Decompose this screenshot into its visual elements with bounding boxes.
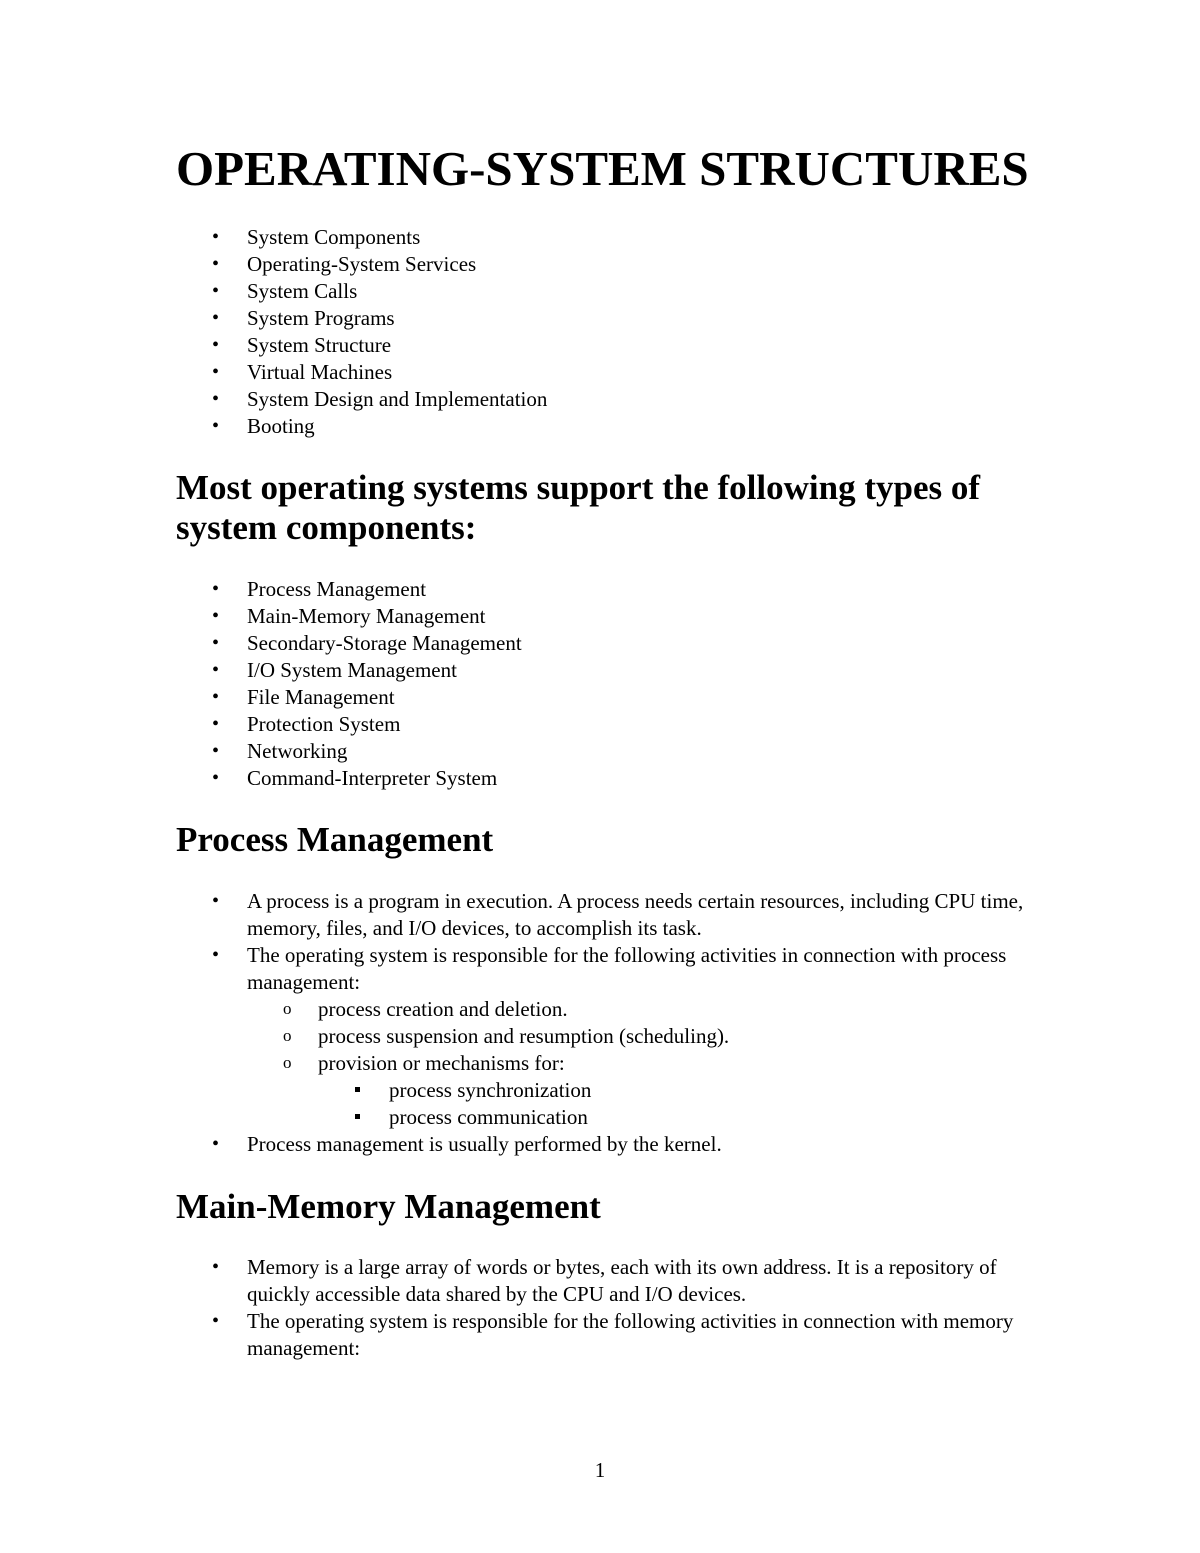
list-item: • Memory is a large array of words or bytes, each with its own address. It is a repository of quickly accessible data shared by the CPU and I/O devices. bbox=[176, 1254, 1036, 1308]
main-memory-heading: Main-Memory Management bbox=[176, 1187, 601, 1226]
list-item: • System Components bbox=[176, 224, 1036, 251]
list-item: • Booting bbox=[176, 413, 1036, 440]
list-item: • System Structure bbox=[176, 332, 1036, 359]
mechanisms-list bbox=[318, 1077, 1036, 1131]
list-item: • System Programs bbox=[176, 305, 1036, 332]
topics-list bbox=[176, 224, 1036, 440]
list-item-text: The operating system is responsible for the following activities in connection with process management: bbox=[247, 943, 1007, 994]
list-item: • Networking bbox=[176, 738, 1036, 765]
list-item: • Process Management bbox=[176, 576, 1036, 603]
list-item: • Command-Interpreter System bbox=[176, 765, 1036, 792]
list-item: • File Management bbox=[176, 684, 1036, 711]
list-item: • Operating-System Services bbox=[176, 251, 1036, 278]
list-item: • System Design and Implementation bbox=[176, 386, 1036, 413]
components-heading: Most operating systems support the following types of system components: bbox=[176, 468, 981, 547]
list-item: • The operating system is responsible for the following activities in connection with memory management: bbox=[176, 1308, 1036, 1362]
list-item: o process suspension and resumption (scheduling). bbox=[247, 1023, 1036, 1050]
list-item: • Main-Memory Management bbox=[176, 603, 1036, 630]
list-item: process communication bbox=[318, 1104, 1036, 1131]
list-item: • I/O System Management bbox=[176, 657, 1036, 684]
main-memory-list bbox=[176, 1254, 1036, 1362]
page-title: OPERATING-SYSTEM STRUCTURES bbox=[176, 141, 1029, 196]
list-item bbox=[176, 942, 1036, 1131]
list-item: • Protection System bbox=[176, 711, 1036, 738]
list-item: • Secondary-Storage Management bbox=[176, 630, 1036, 657]
process-management-list bbox=[176, 888, 1036, 1158]
list-item: • System Calls bbox=[176, 278, 1036, 305]
list-item: o process creation and deletion. bbox=[247, 996, 1036, 1023]
process-management-heading: Process Management bbox=[176, 820, 494, 859]
components-list bbox=[176, 576, 1036, 792]
list-item: • A process is a program in execution. A process needs certain resources, including CPU time, memory, files, and I/O devices, to accomplish its task. bbox=[176, 888, 1036, 942]
list-item bbox=[247, 1050, 1036, 1131]
list-item: • Process management is usually performed by the kernel. bbox=[176, 1131, 1036, 1158]
list-item-text: provision or mechanisms for: bbox=[318, 1051, 565, 1075]
process-activities-list bbox=[247, 996, 1036, 1131]
list-item: • Virtual Machines bbox=[176, 359, 1036, 386]
page-number: 1 bbox=[594, 1458, 606, 1482]
list-item: process synchronization bbox=[318, 1077, 1036, 1104]
